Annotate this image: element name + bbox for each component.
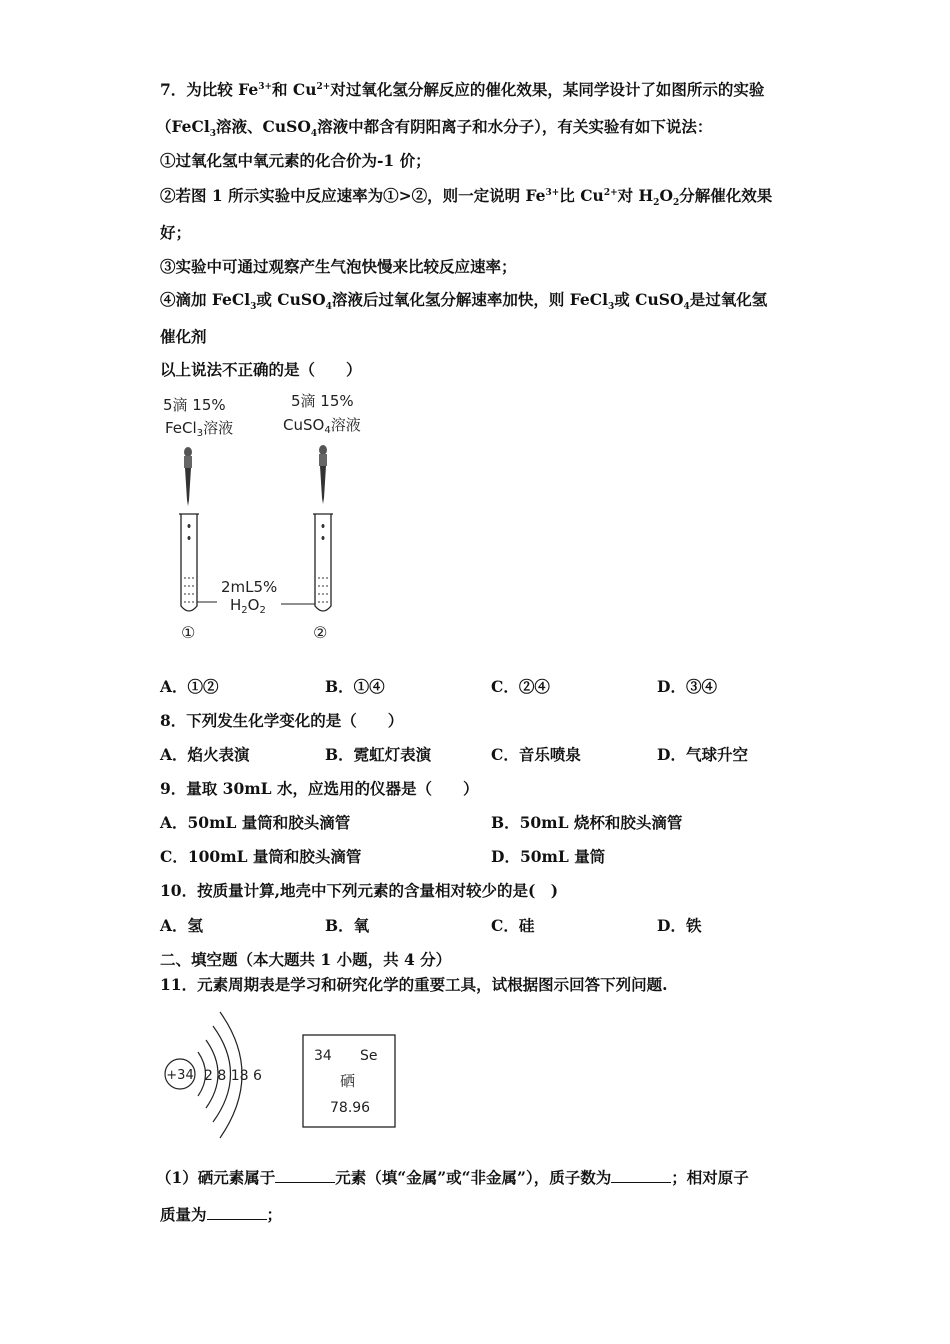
q9-option-d: D．50mL 量筒 [491,847,606,866]
right-dropper-label-1: 5滴 15% [291,392,354,410]
atom-structure-diagram [158,1000,273,1150]
right-dropper-icon [319,445,327,504]
test-tube-2-icon [313,514,333,611]
left-dropper-label-2: FeCl$_3$溶液 [165,419,234,439]
solution-label-1: 2mL5% [221,578,278,596]
right-dropper-label-2: CuSO$_4$溶液 [283,416,361,436]
q8-option-b: B．霓虹灯表演 [325,745,432,764]
atomic-mass: 78.96 [330,1100,371,1116]
section-2-heading: 二、填空题（本大题共 1 小题，共 4 分） [160,950,452,969]
q7-stem-line2: （FeCl$_3$溶液、CuSO$_4$溶液中都含有阴阳离子和水分子），有关实验有如下说法： [156,117,713,140]
solution-label-2: $H_2O_2$ [230,596,266,616]
blank-1[interactable] [275,1168,335,1183]
q7-statement-2: ②若图 1 所示实验中反应速率为①>②，则一定说明 $Fe^{3+}$比 $Cu^{2+}$对 $H_2O_2$分解催化效果 [160,186,773,209]
q8-option-a: A．焰火表演 [160,745,250,764]
q9-stem: 9．量取 30mL 水，应选用的仪器是（ ） [160,779,479,798]
q10-option-d: D．铁 [657,916,702,935]
nucleus-charge: +34 [166,1068,194,1083]
q9-option-b: B．50mL 烧杯和胶头滴管 [491,813,683,832]
q8-option-d: D．气球升空 [657,745,748,764]
q10-option-a: A．氢 [160,916,204,935]
left-dropper-label-1: 5滴 15% [163,396,226,414]
q7-stem-line1: 7．为比较 $Fe^{3+}$和 $Cu^{2+}$对过氧化氢分解反应的催化效果，某同学设计了如图所示的实验 [160,80,765,99]
q7-option-c: C．②④ [491,677,550,696]
tube-1-label: ① [181,623,196,642]
atomic-number: 34 [314,1048,332,1064]
periodic-table-cell [302,1034,398,1130]
tube-2-label: ② [313,623,328,642]
blank-2[interactable] [611,1168,671,1183]
element-name: 硒 [340,1072,356,1090]
left-dropper-icon [184,447,192,506]
q8-option-c: C．音乐喷泉 [491,745,581,764]
element-symbol: Se [360,1048,378,1064]
q8-stem: 8．下列发生化学变化的是（ ） [160,711,404,730]
q9-option-a: A．50mL 量筒和胶头滴管 [160,813,351,832]
q7-statement-3: ③实验中可通过观察产生气泡快慢来比较反应速率； [160,257,517,276]
q7-question: 以上说法不正确的是（ ） [160,360,362,379]
q10-stem: 10．按质量计算,地壳中下列元素的含量相对较少的是( ) [160,881,559,900]
q7-statement-4-cont: 催化剂 [160,327,207,346]
blank-3[interactable] [207,1205,267,1220]
experiment-figure [155,388,385,648]
q10-option-b: B．氧 [325,916,370,935]
test-tube-1-icon [179,514,199,611]
q11-stem: 11．元素周期表是学习和研究化学的重要工具，试根据图示回答下列问题. [160,975,668,994]
q10-option-c: C．硅 [491,916,535,935]
q7-option-d: D．③④ [657,677,717,696]
q7-statement-2-cont: 好； [160,223,192,242]
q7-option-a: A．①② [160,677,219,696]
q11-part1-line1: （1）硒元素属于 元素（填“金属”或“非金属”），质子数为 ；相对原子 [156,1168,749,1187]
shell-electrons: 2 8 18 6 [204,1068,262,1084]
q7-statement-1: ①过氧化氢中氧元素的化合价为-1 价； [160,151,431,170]
q11-part1-line2: 质量为 ； [160,1205,283,1224]
q7-option-b: B．①④ [325,677,385,696]
q9-option-c: C．100mL 量筒和胶头滴管 [160,847,362,866]
q7-statement-4: ④滴加 FeCl$_3$或 CuSO$_4$溶液后过氧化氢分解速率加快，则 FeCl$_3$或 CuSO$_4$是过氧化氢 [160,290,768,313]
